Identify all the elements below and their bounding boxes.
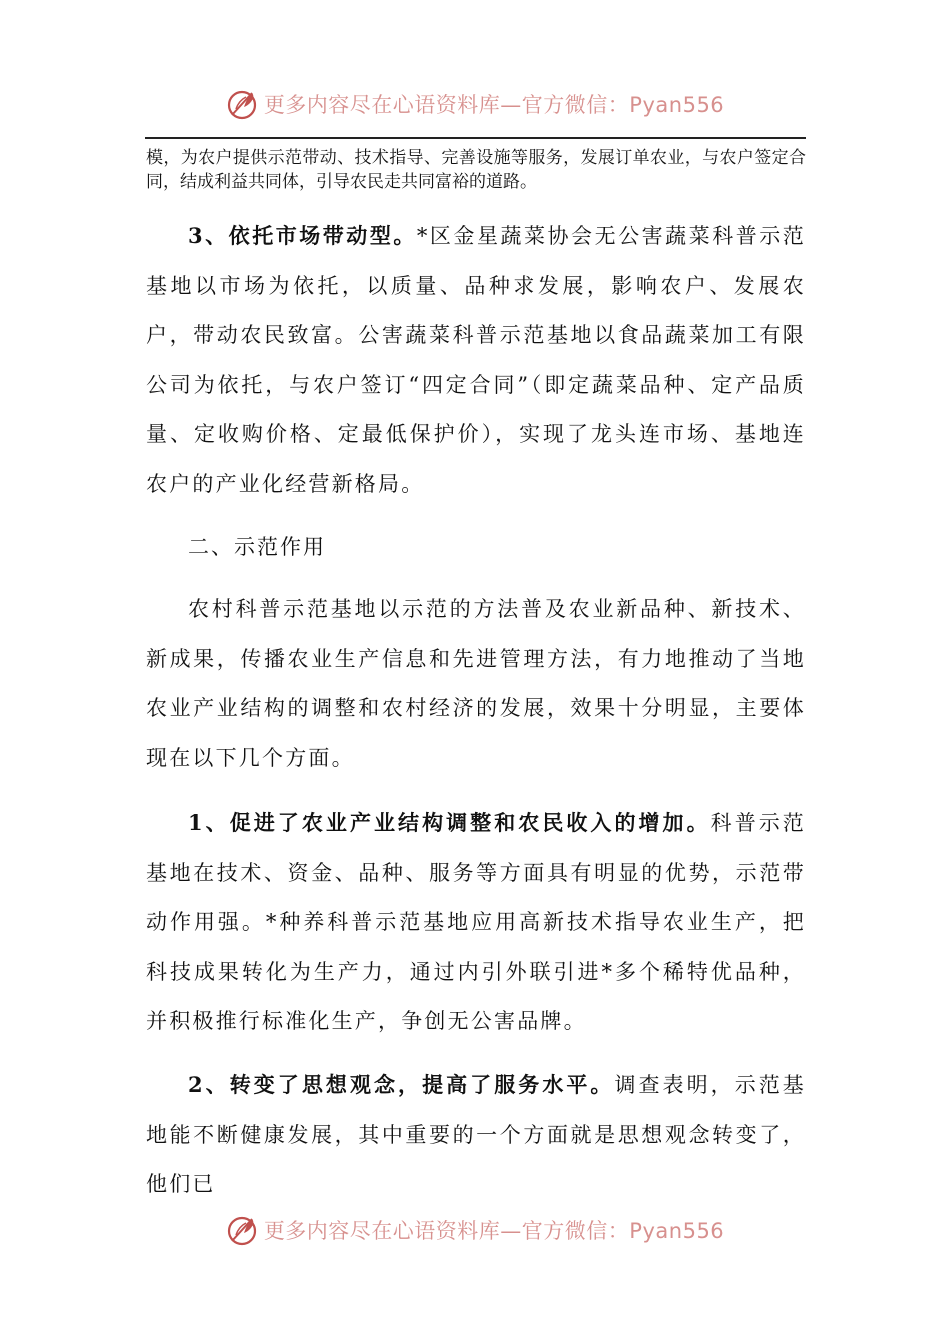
intro-paragraph: 模，为农户提供示范带动、技术指导、完善设施等服务，发展订单农业，与农户签定合同，结成利益共同体，引导农民走共同富裕的道路。 [146, 148, 806, 192]
item3-text: *区金星蔬菜协会无公害蔬菜科普示范基地以市场为依托，以质量、品种求发展，影响农户、发展农户，带动农民致富。公害蔬菜科普示范基地以食品蔬菜加工有限公司为依托，与农户签订“四定合同”（即定蔬菜品种、定产品质量、定收购价格、定最低保护价），实现了龙头连市场、基地连农户的产业化经营新格局。 [146, 224, 806, 496]
point2-title: 2、转变了思想观念，提高了服务水平。 [188, 1072, 615, 1097]
paragraph-item3 [146, 211, 806, 509]
header-divider [145, 137, 806, 139]
paragraph-point1 [146, 798, 806, 1047]
footer-banner-text: 更多内容尽在心语资料库—官方微信：Pyan556 [263, 1219, 725, 1243]
section2-intro-paragraph: 农村科普示范基地以示范的方法普及农业新品种、新技术、新成果，传播农业生产信息和先进管理方法，有力地推动了当地农业产业结构的调整和农村经济的发展，效果十分明显，主要体现在以下几个方面。 [146, 597, 806, 770]
item3-title: 3、依托市场带动型。 [188, 223, 417, 248]
quill-logo-icon [226, 87, 260, 121]
page-header-banner [0, 82, 950, 126]
point1-text: 科普示范基地在技术、资金、品种、服务等方面具有明显的优势，示范带动作用强。*种养科普示范基地应用高新技术指导农业生产，把科技成果转化为生产力，通过内引外联引进*多个稀特优品种，并积极推行标准化生产，争创无公害品牌。 [146, 811, 806, 1033]
point2-text: 调查表明，示范基地能不断健康发展，其中重要的一个方面就是思想观念转变了，他们已 [146, 1073, 806, 1196]
header-banner-text: 更多内容尽在心语资料库—官方微信：Pyan556 [263, 93, 725, 117]
paragraph-point2 [146, 1060, 806, 1210]
quill-logo-icon [226, 1213, 260, 1247]
point1-title: 1、促进了农业产业结构调整和农民收入的增加。 [188, 810, 711, 835]
page-footer-banner [0, 1208, 950, 1252]
section2-heading: 二、示范作用 [188, 535, 326, 559]
